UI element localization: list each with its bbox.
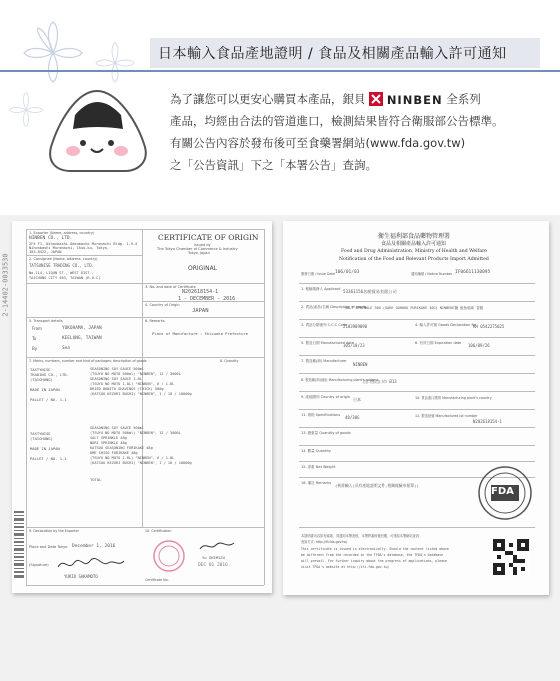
product-info-banner xyxy=(0,0,560,215)
declaration-date: December 1, 2016 xyxy=(72,544,116,549)
quantity-label: 8. Quantity xyxy=(220,359,239,363)
cert-number: N202618154-1 xyxy=(182,289,219,295)
title-divider xyxy=(0,70,560,72)
footer-line: will prevail. For further inquiry about the progress of applications, please xyxy=(301,559,447,563)
goods-total: TOTAL xyxy=(90,477,102,482)
rice-ball-mascot-icon xyxy=(45,85,150,175)
exporter-name: NINBEN CO., LTD. xyxy=(29,236,73,241)
marks-line: TASTYNISE xyxy=(30,431,51,436)
footer-line: be different from the recorded in the TFDA's database, the TFDA's database xyxy=(301,553,444,557)
original-mark: ORIGINAL xyxy=(188,265,218,272)
certificate-no-label: Certificate No. xyxy=(145,578,169,582)
from-port: YOKOHAMA, JAPAN xyxy=(62,326,102,331)
goods-line: DRIED BONITO SHAVINGS (THICK) 500g xyxy=(90,387,164,391)
qr-code-icon[interactable] xyxy=(493,539,529,575)
fda-title-en: Food and Drug Administration, Ministry of Health and Welfare xyxy=(341,249,487,254)
ninben-mark-icon xyxy=(369,92,383,106)
declaration-place: Place and Date Tokyo xyxy=(29,545,68,549)
declaration-no: AH 0542275025 xyxy=(473,324,505,329)
exporter-address-2: Nihonbashi Muromachi, Chuo-ku, Tokyo, xyxy=(29,246,110,250)
exp-date-label: 6. 有效日期 Expiration date xyxy=(415,341,462,345)
fda-subtitle-zh: 食品及相關產品輸入許可通知 xyxy=(381,241,447,247)
goods-line: (TSUYU NO MOTO 1.8L) "NINBEN", 6 / 1.8L xyxy=(90,456,175,460)
goods-line: (TSUYU NO MOTO 1.8L) "NINBEN", 6 / 1.8L xyxy=(90,382,175,386)
specifications: 48/30G xyxy=(345,415,360,420)
exporter-signature-icon xyxy=(56,555,126,573)
goods-line: (TSUYU NO MOTO 500ml) "NINBEN", 12 / 3000L xyxy=(90,431,181,435)
goods-line: SEASONING SOY SAUCE 1.8L xyxy=(90,377,142,381)
origin: 日本 xyxy=(353,397,361,402)
exp-date: 106/09/26 xyxy=(468,343,490,348)
certification-label: 10. Certification xyxy=(145,529,172,533)
goods-line: SEASONING SOY SAUCE 500ml xyxy=(90,426,145,430)
consignee-label: 2. Consignee (Name, address, country) xyxy=(29,257,98,261)
quantity-of-goods-label: 13. 總重量 Quantity of goods xyxy=(301,431,351,435)
to-label: To xyxy=(32,336,37,341)
chamber-city: Tokyo, Japan xyxy=(188,251,210,255)
fda-title-zh: 衛生福利部食品藥物管理署 xyxy=(378,233,451,240)
marks-line: TASTYNISE xyxy=(30,367,51,372)
barcode-icon xyxy=(14,511,24,581)
signature-label: (Signature) xyxy=(29,563,49,567)
by-mode: Sea xyxy=(62,346,70,351)
consignee-address-2: TAICHUNG CITY 403, TAIWAN (R.O.C) xyxy=(29,276,101,280)
sakura-flower-icon xyxy=(92,40,138,86)
manufacturer: NINBEN xyxy=(353,362,368,367)
cert-stamp-date: DEC 01 2016 xyxy=(198,563,228,568)
exporter-address-1: 2F4 F1, Nihonbashi-Odenmacho Muromachi Bldg. 1-9-4 xyxy=(29,242,138,246)
marks-line: MADE IN JAPAN xyxy=(30,446,60,451)
banner-body xyxy=(170,88,550,176)
applicant-label: 1. 報驗義務人 Applicant xyxy=(301,287,341,291)
cert-number-label: 3. No. and date of Certificate xyxy=(145,285,196,289)
certificate-title: CERTIFICATE OF ORIGIN xyxy=(158,233,259,242)
goods-line: (TSUYU NO MOTO 500ml) "NINBEN", 12 / 3000L xyxy=(90,372,181,376)
origin-label: 9. 產地國別 Country of origin xyxy=(301,395,351,399)
marks-line: PALLET / NO. 1-1 xyxy=(30,397,67,402)
manufacturer-address: 山口県山口市 B13 xyxy=(363,379,397,384)
issue-date: 106/01/03 xyxy=(335,270,360,275)
banner-line-1-prefix: 為了讓您可以更安心購買本產品，銀貝 xyxy=(170,92,366,106)
notice-number: IF06611130095 xyxy=(455,270,491,275)
transport-label: 5. Transport details xyxy=(29,319,63,323)
country-of-origin: JAPAN xyxy=(192,308,209,314)
exporter-label: 1. Exporter (Name, address, country) xyxy=(29,231,95,235)
exporter-address-3: 103-8422, JAPAN xyxy=(29,250,62,254)
mfg-date: 105/10/23 xyxy=(343,343,365,348)
from-label: From xyxy=(32,326,42,331)
marks-label: 7. Marks, numbers, number and kind of packages; description of goods xyxy=(29,359,147,363)
manufacturer-address-label: 8. 製造廠(商)地址 Manufacturing plant's address xyxy=(301,378,379,382)
goods-line: KATSUO SEASONING FURIKAKE 48g xyxy=(90,446,153,450)
footer-line: 查詢方式: http://ifi.fda.gov.tw/ xyxy=(301,540,348,544)
goods-line: UME SHISO FURIKAKE 48g xyxy=(90,451,138,455)
sakura-flower-icon xyxy=(18,18,88,88)
remarks-label: 6. Remarks xyxy=(145,319,165,323)
net-weight-label: 15. 淨重 Net Weight xyxy=(301,465,336,469)
ccc-code: 2103909090 xyxy=(343,324,368,329)
product-label: 2. 貨品(產品)名稱 Description of goods xyxy=(301,305,367,309)
marks-line: TRADING CO., LTD. xyxy=(30,372,69,377)
certificate-of-origin xyxy=(1,221,272,593)
marks-line: MADE IN JAPAN xyxy=(30,387,60,392)
fda-seal-text: FDA xyxy=(491,486,514,497)
consignee-name: TATSUNISE TRADING CO., LTD. xyxy=(29,263,95,268)
footer-line: visit TFDA's website at http://ifi.fda.gov.tw/ xyxy=(301,565,390,569)
banner-line-2: 產品，均經由合法的管道進口，檢測結果皆符合衛服部公告標準。 xyxy=(170,114,504,128)
applicant: 53361156名勝貿易有限公司 xyxy=(343,289,397,294)
declaration-label: 9. Declaration by the Exporter xyxy=(29,529,79,533)
ccc-code-label: 3. 貨品分類號列 C.C.C Code xyxy=(301,323,348,327)
goods-line: (KATSUO KEZURI BUSHI) "NINBEN", 1 / 10 / 10000g xyxy=(90,392,192,396)
page-title: 日本輸入食品產地證明 / 食品及相關產品輸入許可通知 xyxy=(158,46,507,62)
remarks: (核准輸入(具有產地證明文件,相關報驗申報單)) xyxy=(335,483,419,488)
ninben-logo xyxy=(369,89,442,111)
marks-line: (TAICHUNG) xyxy=(30,377,53,382)
brand-name: NINBEN xyxy=(386,92,443,107)
certifier-signature-icon xyxy=(198,539,238,553)
remarks-label: 16. 備註 Remarks xyxy=(301,481,332,485)
quantity-label: 14. 數量 Quantity xyxy=(301,449,331,453)
goods-line: SEASONING SOY SAUCE 500ml xyxy=(90,367,145,371)
country-label: 4. Country of Origin xyxy=(145,303,180,307)
to-port: KEELUNG, TAIWAN xyxy=(62,336,102,341)
specifications-label: 11. 規格 Specifications xyxy=(301,413,341,417)
lot-number-label: 12. 製造批號 Manufactured lot number xyxy=(415,414,478,418)
cert-date: 1 - DECEMBER - 2016 xyxy=(178,296,236,302)
lot-number: N202618154-1 xyxy=(473,419,502,424)
remarks-text: Place of Manufacture : Shizuoka Prefecture xyxy=(152,331,249,336)
footer-line: 本證明書內容如有疑義，得通知本署查核，本署將審核後回覆，可連結本署網站查詢 xyxy=(301,534,419,538)
documents-panel xyxy=(0,215,560,681)
banner-line-3: 有關公告內容於發布後可至食藥署網站(www.fda.gov.tw) xyxy=(170,136,466,150)
manufacturer-label: 7. 製造廠(商) Manufacturer xyxy=(301,359,347,363)
declaration-no-label: 4. 輸入許可號 Goods Declaration No. xyxy=(415,323,478,327)
goods-line: (KATSUO KEZURI BUSHI) "NINBEN", 1 / 10 / 10000g xyxy=(90,461,192,465)
certifier-name: Yu SHIMIZU xyxy=(202,555,225,560)
mfg-date-label: 5. 製造日期 Manufactured date xyxy=(301,341,354,345)
sakura-flower-icon xyxy=(6,90,46,130)
side-serial-number: 2-14402-0033530 xyxy=(1,253,10,317)
marks-line: PALLET / NO. 1-1 xyxy=(30,456,67,461)
banner-line-1 xyxy=(170,88,550,110)
chamber-name: The Tokyo Chamber of Commerce & Industry xyxy=(157,247,238,251)
footer-line: This certificate is issued in electronically. Should the content listed above xyxy=(301,547,449,551)
fda-import-notification xyxy=(283,221,549,595)
goods-line: SALT SPRINKLE 48g xyxy=(90,436,127,440)
banner-line-1-suffix: 全系列 xyxy=(446,92,481,106)
plant-country-label: 10. 貨品進口國別 Manufacturing plant's country xyxy=(415,396,492,400)
product-description: SALT SPRINKLE 30G (SAKE GOHOKU FURIKAKE 30G) NINBENC鹽 鮭魚風味 香鬆 xyxy=(345,306,484,310)
goods-line: NORI SPRINKLE 48g xyxy=(90,441,127,445)
marks-line: (TAICHUNG) xyxy=(30,436,53,441)
chamber-seal-icon xyxy=(152,539,186,573)
issue-date-label: 簽發日期 / Issue Date xyxy=(301,272,335,276)
banner-line-4: 之「公告資訊」下之「本署公告」查詢。 xyxy=(170,158,377,172)
fda-subtitle-en: Notification of the Food and Relevant Products Import Admitted xyxy=(339,257,489,262)
signer-name: YUKIO SAKAMOTO xyxy=(64,574,98,579)
by-label: By xyxy=(32,346,38,351)
consignee-address-1: No.114, LIQUN ST., WEST DIST., xyxy=(29,271,94,275)
notice-number-label: 通知編號 / Notice Number xyxy=(411,272,453,276)
issued-by: issued by xyxy=(194,243,211,247)
